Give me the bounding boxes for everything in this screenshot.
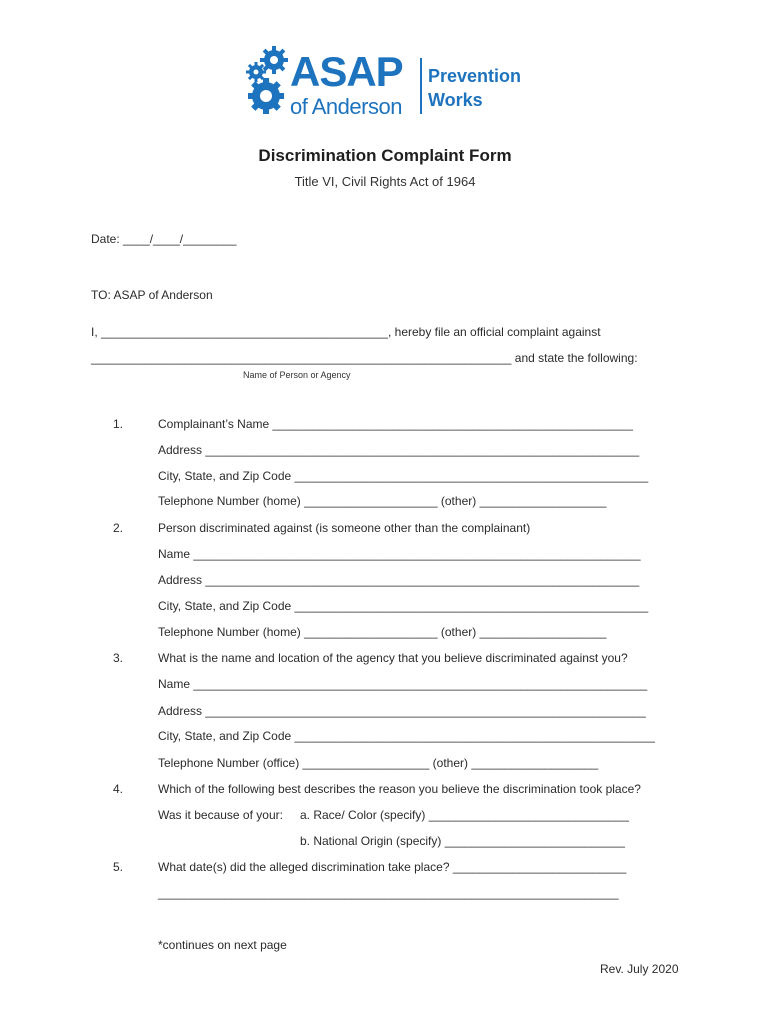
revision-date: Rev. July 2020 <box>600 962 679 976</box>
continues-note: *continues on next page <box>158 938 287 952</box>
person-city-field[interactable]: City, State, and Zip Code _____________________________________________________ <box>158 599 649 613</box>
form-subtitle: Title VI, Civil Rights Act of 1964 <box>294 174 476 189</box>
person-discriminated-heading: Person discriminated against (is someone other than the complainant) <box>158 521 531 535</box>
national-origin-field[interactable]: b. National Origin (specify) ___________________________ <box>300 834 625 848</box>
person-name-field[interactable]: Name ___________________________________________________________________ <box>158 547 641 561</box>
date-field[interactable]: Date: ____/____/________ <box>91 232 237 246</box>
agency-address-field[interactable]: Address __________________________________________________________________ <box>158 704 646 718</box>
logo-tagline-2: Works <box>428 90 483 110</box>
against-field[interactable]: _______________________________________________________________ and state the following: <box>91 351 638 365</box>
complainant-name-field[interactable]: Complainant’s Name ______________________________________________________ <box>158 417 633 431</box>
against-caption: Name of Person or Agency <box>243 370 351 380</box>
item-number-3: 3. <box>113 651 124 665</box>
person-phone-field[interactable]: Telephone Number (home) ____________________ (other) ___________________ <box>158 625 607 639</box>
dates-continued-field[interactable]: _____________________________________________________________________ <box>158 886 619 900</box>
person-address-field[interactable]: Address _________________________________________________________________ <box>158 573 640 587</box>
logo-divider <box>420 58 422 114</box>
item-number-2: 2. <box>113 521 124 535</box>
to-line: TO: ASAP of Anderson <box>91 288 213 302</box>
complainant-phone-field[interactable]: Telephone Number (home) ____________________ (other) ___________________ <box>158 494 607 508</box>
race-color-field[interactable]: a. Race/ Color (specify) ______________________________ <box>300 808 629 822</box>
complainant-statement-field[interactable]: I, ___________________________________________, hereby file an official complaint against <box>91 325 601 339</box>
logo-sub: of Anderson <box>290 94 402 119</box>
agency-heading: What is the name and location of the agency that you believe discriminated against you? <box>158 651 628 665</box>
was-it-label: Was it because of your: <box>158 808 283 822</box>
gears-icon <box>244 46 294 118</box>
dates-field[interactable]: What date(s) did the alleged discrimination take place? __________________________ <box>158 860 627 874</box>
item-number-4: 4. <box>113 782 124 796</box>
item-number-1: 1. <box>113 417 124 431</box>
reason-heading: Which of the following best describes the reason you believe the discrimination took place? <box>158 782 641 796</box>
item-number-5: 5. <box>113 860 124 874</box>
agency-name-field[interactable]: Name ____________________________________________________________________ <box>158 677 648 691</box>
complainant-address-field[interactable]: Address _________________________________________________________________ <box>158 443 640 457</box>
form-title: Discrimination Complaint Form <box>258 146 512 165</box>
logo-tagline-1: Prevention <box>428 66 522 86</box>
asap-logo <box>244 44 534 124</box>
logo-name: ASAP <box>290 48 403 95</box>
complainant-city-field[interactable]: City, State, and Zip Code _____________________________________________________ <box>158 469 649 483</box>
agency-phone-field[interactable]: Telephone Number (office) ___________________ (other) ___________________ <box>158 756 599 770</box>
agency-city-field[interactable]: City, State, and Zip Code ______________________________________________________ <box>158 729 655 743</box>
